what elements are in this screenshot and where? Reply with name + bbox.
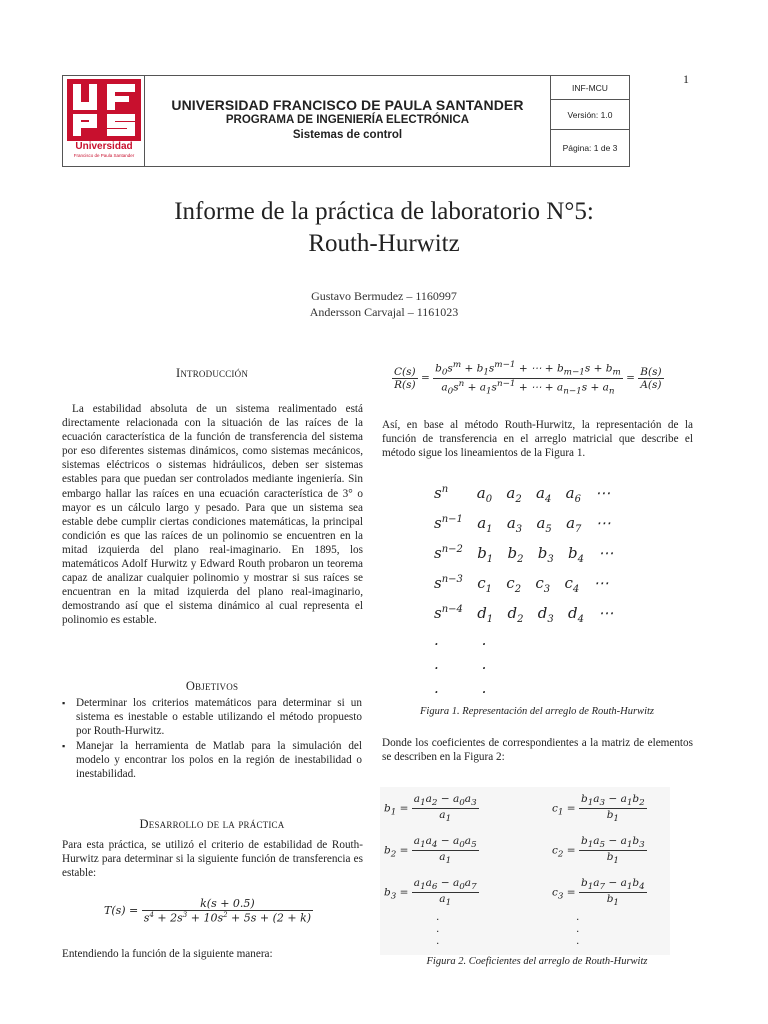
title-line-2: Routh-Hurwitz <box>308 230 460 257</box>
figure-2-caption: Figura 2. Coeficientes del arreglo de Routh-Hurwitz <box>426 956 648 967</box>
author-2: Andersson Carvajal – 1161023 <box>309 305 459 319</box>
logo-label: Universidad <box>75 141 133 152</box>
university-name: UNIVERSIDAD FRANCISCO DE PAULA SANTANDER <box>171 97 524 113</box>
list-item: ▪ Determinar los criterios matemáticos para determinar si un sistema es inestable o estable utilizando el método propuesto por Routh-Hurwitz. <box>62 697 362 738</box>
document-version: Versión: 1.0 <box>551 100 629 130</box>
document-page: Página: 1 de 3 <box>562 143 618 153</box>
document-code: INF-MCU <box>551 76 629 100</box>
list-item: ▪ Manejar la herramienta de Matlab para la simulación del modelo y encontrar los polos en la región de inestabilidad o inestabilidad. <box>62 740 362 781</box>
routh-array-figure: $s^n$ $a_0$ $a_2$ $a_4$ $a_6$ ⋯ $s^{n-1}$ $a_1$ $a_3$ $a_5$ $a_7$ ⋯ $s^{n-2}$ $b_1$ $b_2$ $b_3$ $b_4$ ⋯ $s^{n-3}$ $c_1$ $c_2$ $c_3$ $c_4$ ⋯ $s^{n-4}$ $d_1$ $d_2$ $d_3$ $d_4$ ⋯ . . . . . . <box>434 484 614 697</box>
subject-name: Sistemas de control <box>292 129 403 141</box>
author-1: Gustavo Bermudez – 1160997 <box>311 289 457 303</box>
objectives-list <box>62 697 362 784</box>
general-transfer-equation: $\frac{C(s)}{R(s)}$ = $\frac{b_0s^m + b_1s^{m-1} + \cdots + b_{m-1}s + b_m}{a_0s^n + a_1s^{n-1} + \cdots + a_{n-1}s + a_n}$ = $\frac{B(s)}{A(s)}$ <box>394 360 662 397</box>
page-title <box>0 196 768 260</box>
intro-paragraph: La estabilidad absoluta de un sistema realimentado está directamente relacionada con la situación de las raíces de la ecuación característica de la función de transferencia del sistema por eso diferentes sistemas dinámicos, como sistemas mecánicos, sistemas eléctricos o sistemas hidráulicos, deben ser sistemas estables para que puedan ser controlados mediante ingeniería. Sin embargo hallar las raíces en una ecuación característica de 3° o mayor es un cálculo largo y pesado. Para que un sistema sea estable debe cumplir ciertas condiciones matemáticas, la principal condición es que las raíces de un polinomio se encuentren en la mitad izquierda del plano real-imaginario. En 1895, los matemáticos Adolf Hurwitz y Edward Routh probaron un teorema capaz de analizar cualquier polinomio y mostrar si sus raíces se encuentran en la mitad izquierda del plano real-imaginario, demostrando así que el sistema dinámico al cual representa el polinomio es estable. <box>62 403 363 627</box>
development-paragraph: Para esta práctica, se utilizó el criterio de estabilidad de Routh-Hurwitz para determinar si la siguiente función de transferencia es estable: <box>62 839 363 880</box>
method-paragraph: Así, en base al método Routh-Hurwitz, la representación de la función de transferencia en el arreglo matricial que describe el método sigue los lineamientos de la Figura 1. <box>382 419 693 460</box>
coefficients-paragraph: Donde los coeficientes de correspondientes a la matriz de elementos se describen en la Figura 2: <box>382 737 693 764</box>
header-meta <box>551 76 629 166</box>
development-after-text: Entendiendo la función de la siguiente manera: <box>62 948 273 960</box>
university-logo <box>63 76 145 166</box>
objectives-heading: Objetivos <box>185 679 239 693</box>
coefficients-figure: $b_1$ = $\frac{a_1a_2 - a_0a_3}{a_1}$ $b_2$ = $\frac{a_1a_4 - a_0a_5}{a_1}$ $b_3$ = $\frac{a_1a_6 - a_0a_7}{a_1}$ . . . $c_1$ = $\frac{b_1a_3 - a_1b_2}{b_1}$ $c_2$ = $\frac{b_1a_5 - a_1b_3}{b_1}$ $c_3$ = $\frac{b_1a_7 - a_1b_4}{b_1}$ . . . <box>380 787 670 955</box>
intro-heading: Introducción <box>175 366 249 380</box>
program-name: PROGRAMA DE INGENIERÍA ELECTRÓNICA <box>225 114 470 126</box>
logo-sublabel: Francisco de Paula Santander <box>73 153 135 158</box>
document-header <box>62 75 630 167</box>
header-center <box>145 76 551 166</box>
authors <box>0 288 768 320</box>
title-line-1: Informe de la práctica de laboratorio N°5: <box>174 198 594 225</box>
transfer-function-equation: T(s) = $\frac{k(s + 0.5)}{s^4 + 2s^3 + 10s^2 + 5s + (2 + k)}$ <box>104 897 312 925</box>
ufps-logo-icon <box>67 79 141 141</box>
page-number: 1 <box>683 72 689 86</box>
development-heading: Desarrollo de la práctica <box>139 817 285 831</box>
figure-1-caption: Figura 1. Representación del arreglo de Routh-Hurwitz <box>420 706 654 717</box>
